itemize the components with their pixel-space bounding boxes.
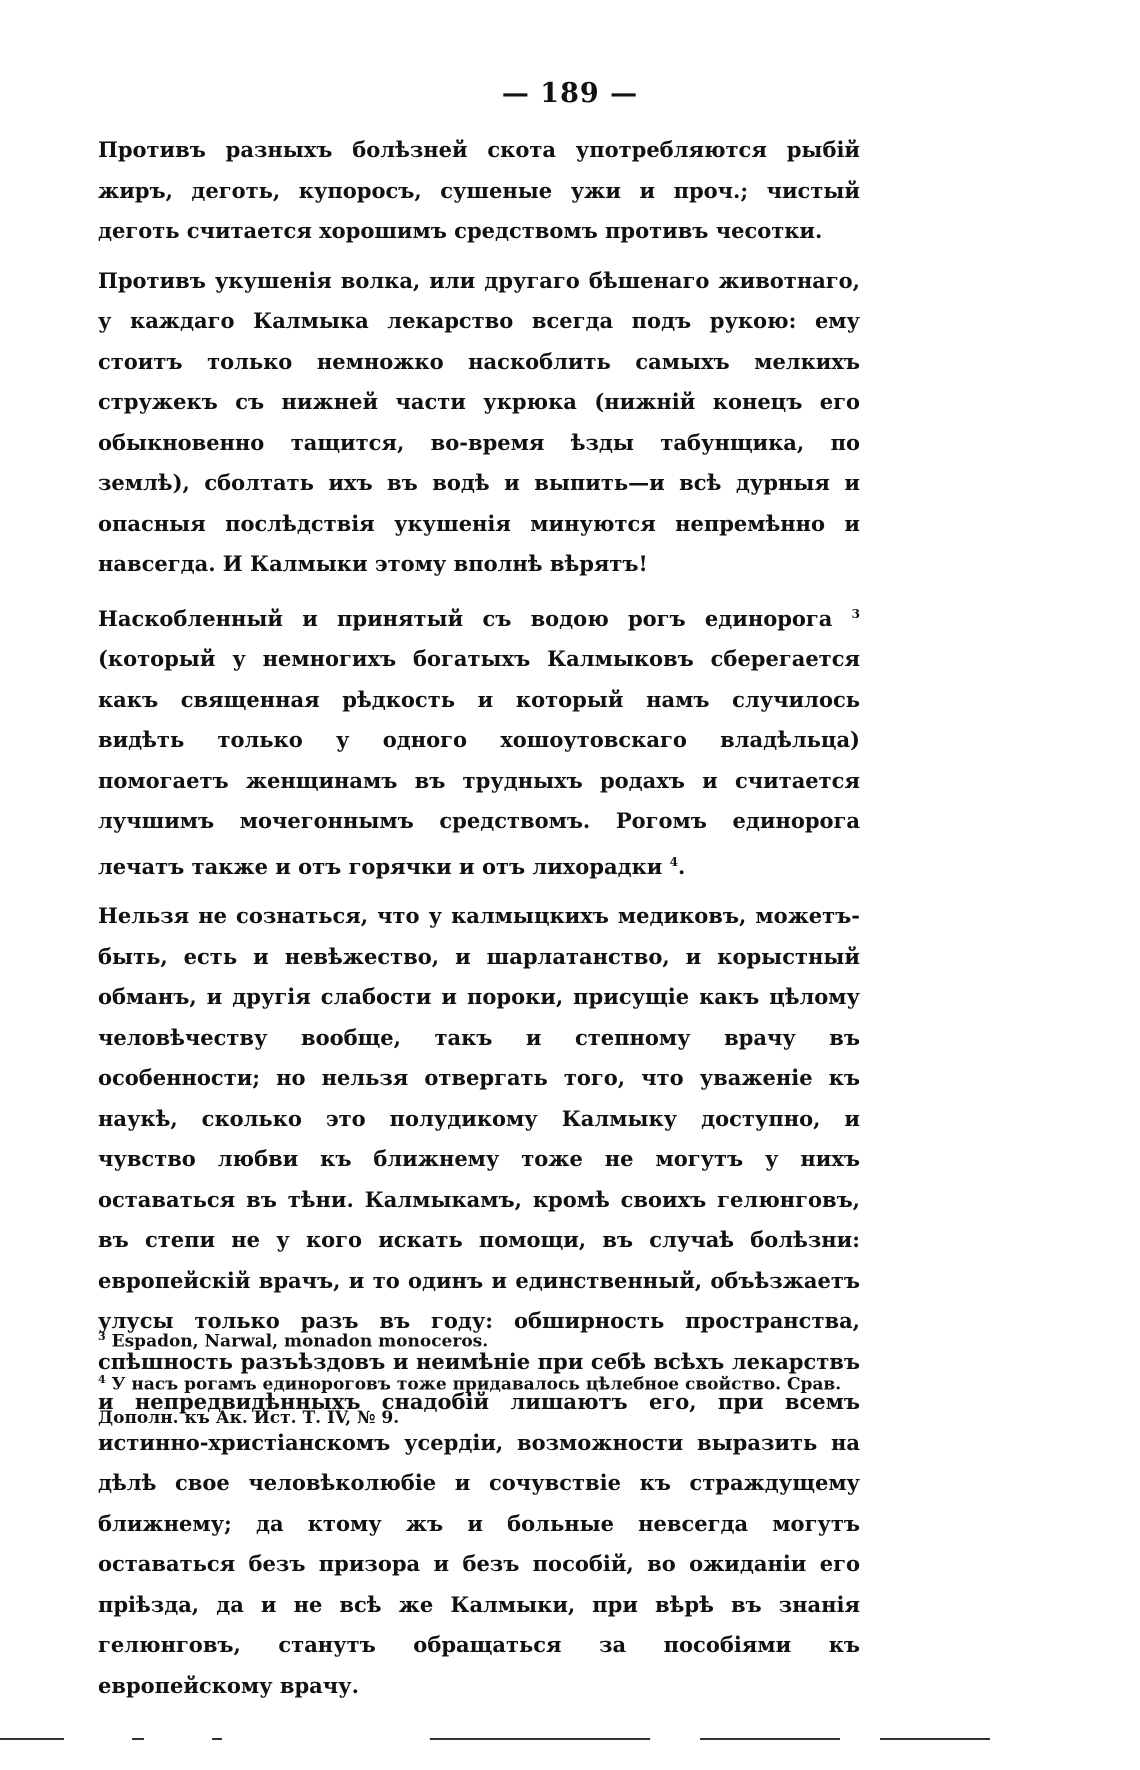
footnote-text: У насъ рогамъ единороговъ тоже придавалось цѣлебное свойство. Срав. Дополн. къ Ак. Ист. Т. IV, № 9. [98,1374,842,1429]
scan-artifact [700,1738,840,1740]
paragraph-3-part-1: Наскобленный и принятый съ водою рогъ единорога [98,605,833,631]
footnote-ref-3: 3 [851,606,860,621]
paragraph-3-part-3: . [678,853,686,879]
footnote-mark: 3 [98,1330,106,1343]
paragraph-1: Противъ разныхъ болѣзней скота употребляются рыбій жиръ, деготь, купоросъ, сушеные ужи и проч.; чистый деготь считается хорошимъ средствомъ противъ чесотки. [98,137,860,243]
scan-artifact [430,1738,650,1740]
paragraph-2: Противъ укушенія волка, или другаго бѣшенаго животнаго, у каждаго Калмыка лекарство всегда подъ рукою: ему стоитъ только немножко наскоблить самыхъ мелкихъ стружекъ съ нижней части укрюка (нижній конецъ его обыкновенно тащится, во-время ѣзды табунщика, по землѣ), сболтать ихъ въ водѣ и выпить—и всѣ дурныя и опасныя послѣдствія укушенія минуются непремѣнно и навсегда. И Калмыки этому вполнѣ вѣрятъ! [98,267,860,576]
page-number: — 189 — [501,78,639,109]
main-text [98,130,860,1715]
scan-artifact [880,1738,990,1740]
footnote-4 [98,1363,860,1436]
scan-artifact [0,1738,64,1740]
footnote-text: Espadon, Narwal, monadon monoceros. [111,1331,489,1352]
footnote-3 [98,1320,860,1359]
paragraph-3 [98,594,860,888]
scan-artifact [212,1738,222,1740]
paragraph-4: Нельзя не сознаться, что у калмыцкихъ медиковъ, можетъ-быть, есть и невѣжество, и шарлатанство, и корыстный обманъ, и другія слабости и пороки, присущіе какъ цѣлому человѣчеству вообще, такъ и степному врачу въ особенности; но нельзя отвергать того, что уваженіе къ наукѣ, сколько это полудикому Калмыку доступно, и чувство любви къ ближнему тоже не могутъ у нихъ оставаться въ тѣни. Калмыкамъ, кромѣ своихъ гелюнговъ, въ степи не у кого искать помощи, въ случаѣ болѣзни: европейскій врачъ, и то одинъ и единственный, объѣзжаетъ улусы только разъ въ году: обширность пространства, спѣшность разъѣздовъ и неимѣніе при себѣ всѣхъ лекарствъ и непредвидѣнныхъ снадобій лишаютъ его, при всемъ истинно-христіанскомъ усердіи, возможности выразить на дѣлѣ свое человѣколюбіе и сочувствіе къ страждущему ближнему; да ктому жъ и больные невсегда могутъ оставаться безъ призора и безъ пособій, во ожиданіи его пріѣзда, да и не всѣ же Калмыки, при вѣрѣ въ знанія гелюнговъ, станутъ обращаться за пособіями къ европейскому врачу. [98,903,860,1698]
scan-artifact [132,1738,144,1740]
scan-artifacts [0,1738,1140,1748]
footnotes [98,1320,860,1439]
footnote-mark: 4 [98,1372,106,1386]
footnote-ref-4: 4 [669,854,678,869]
paragraph-3-part-2: (который у немногихъ богатыхъ Калмыковъ сберегается какъ священная рѣдкость и который намъ случилось видѣть только у одного хошоутовскаго владѣльца) помогаетъ женщинамъ въ трудныхъ родахъ и считается лучшимъ мочегоннымъ средствомъ. Рогомъ единорога лечатъ также и отъ горячки и отъ лихорадки [98,646,860,879]
